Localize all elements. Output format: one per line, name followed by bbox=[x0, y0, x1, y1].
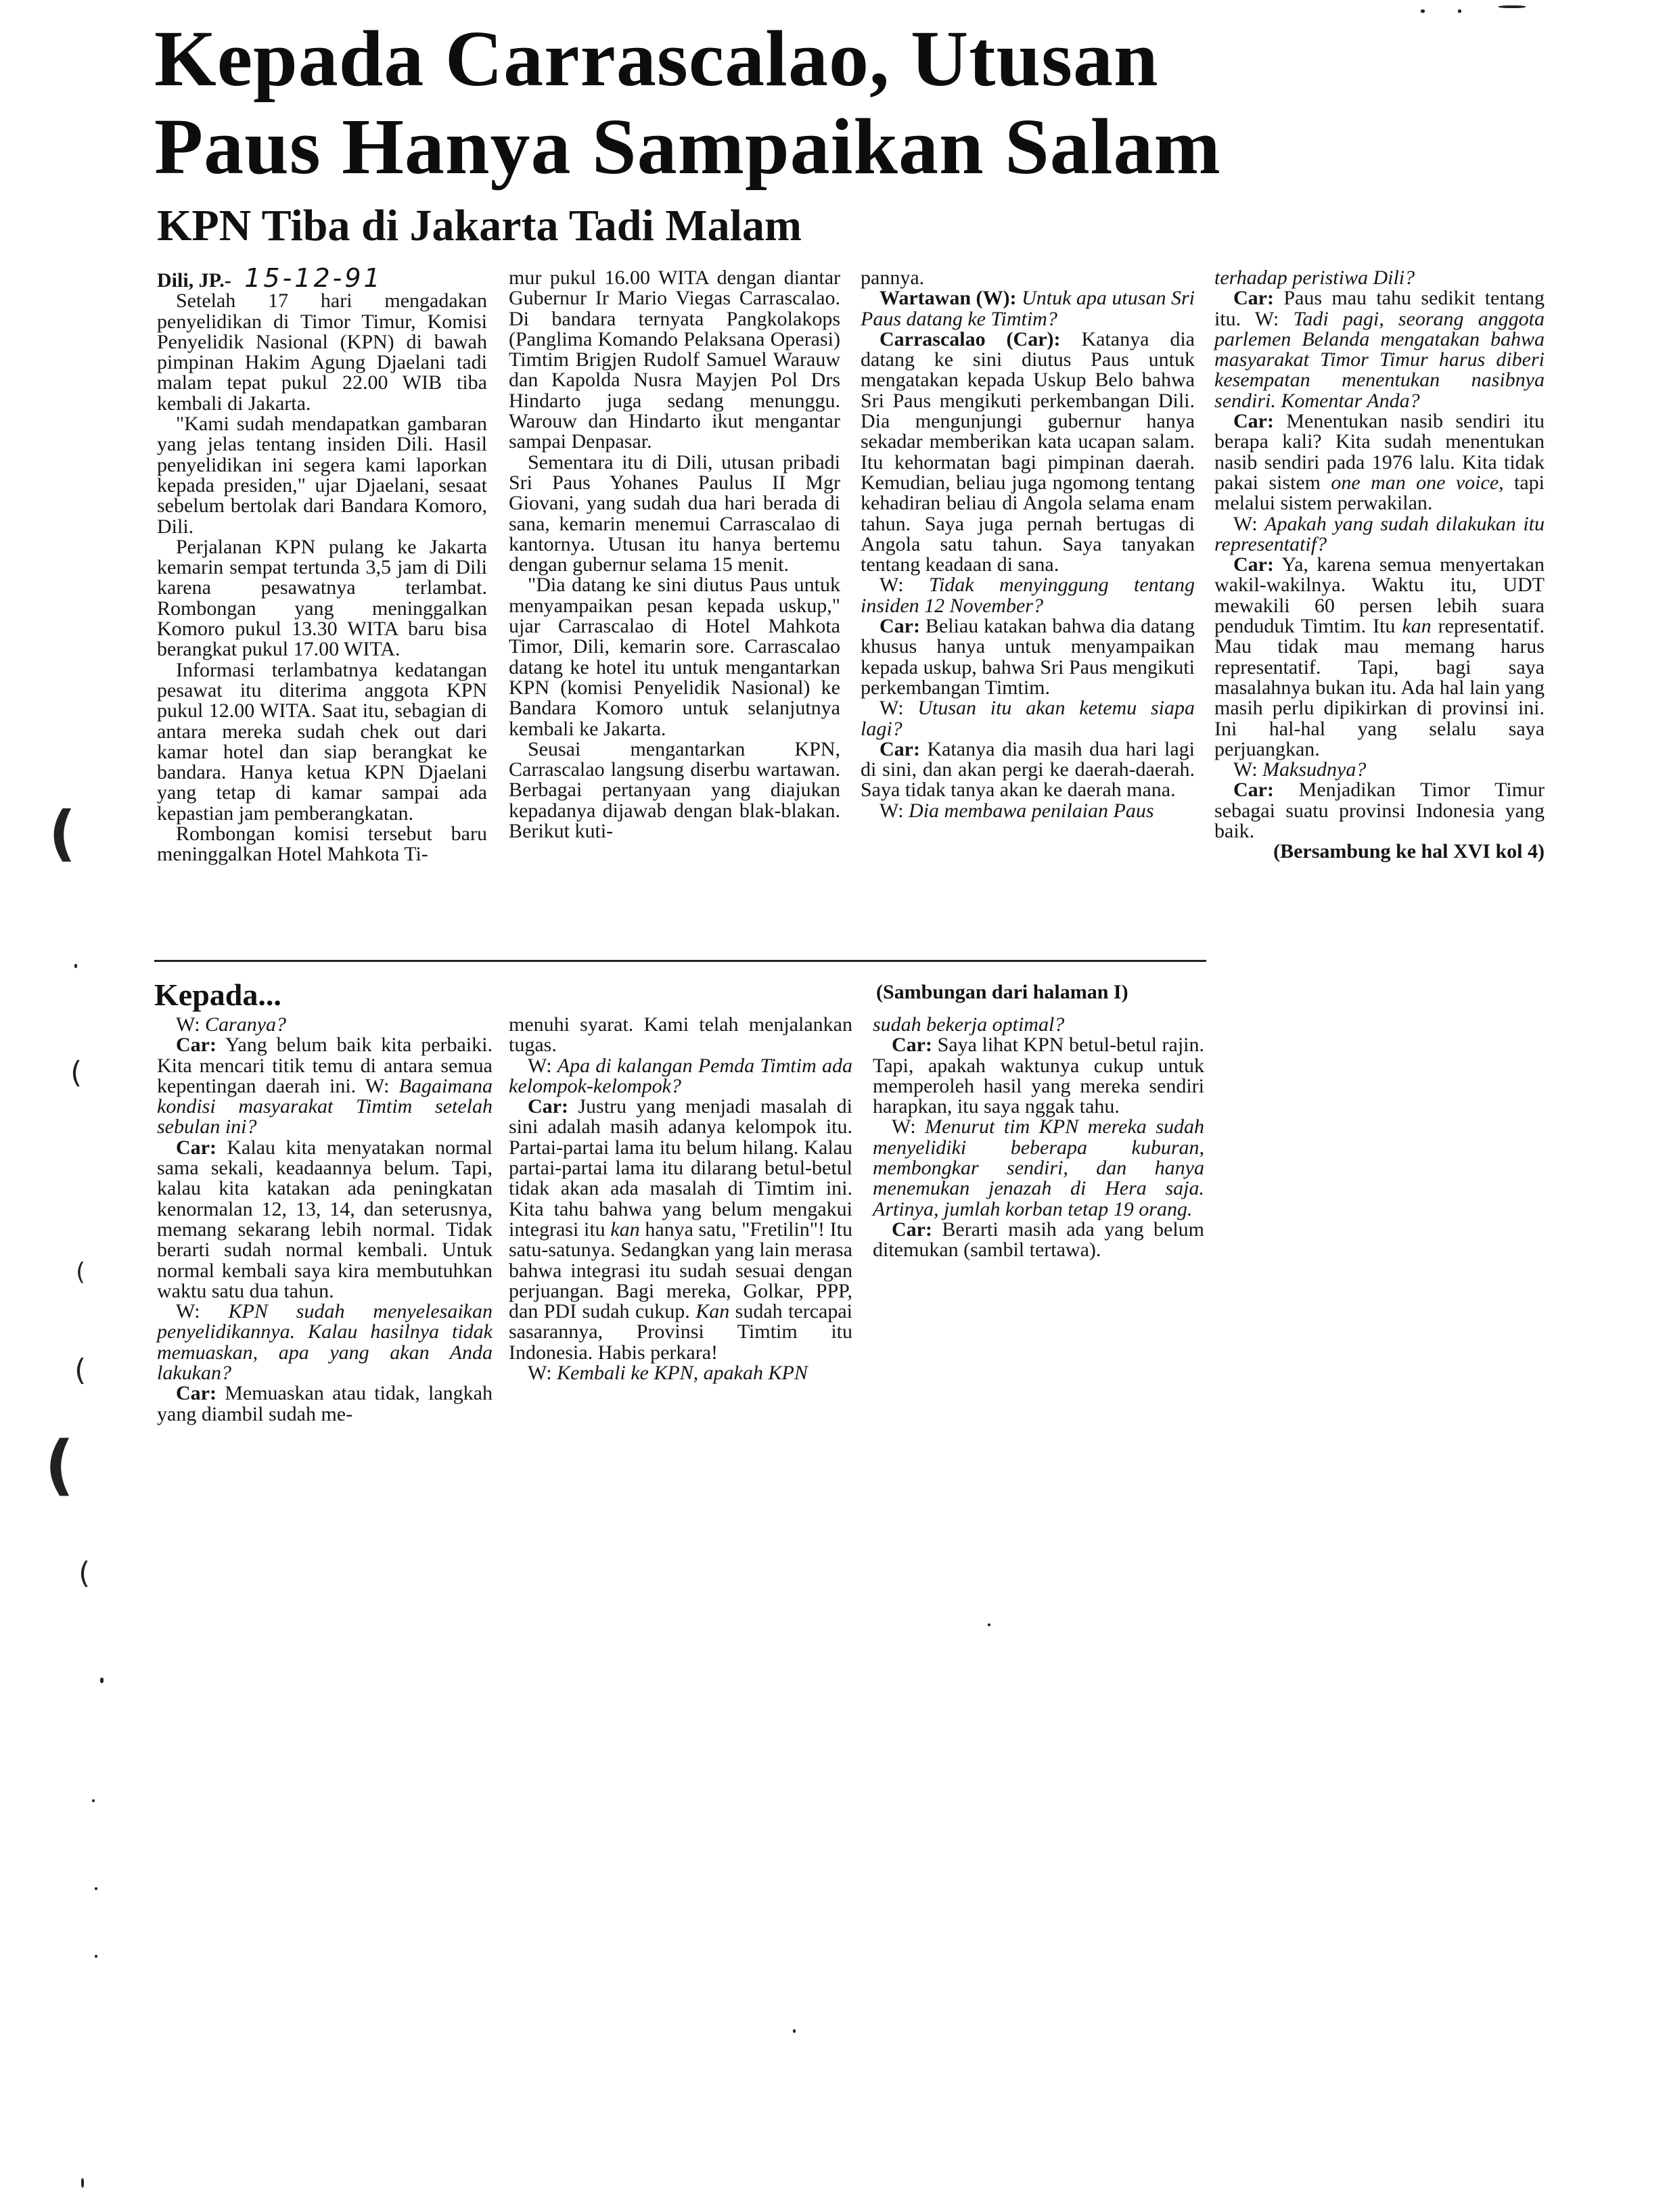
scan-speck bbox=[793, 2029, 796, 2033]
punch-hole-mark: ( bbox=[74, 1353, 87, 1387]
interview-question: W: Caranya? bbox=[176, 1013, 287, 1036]
paragraph: Sementara itu di Dili, utusan pribadi Sri Paus Yohanes Paulus II Mgr Giovani, yang sudah dua hari berada di sana, kemarin menemui Carrascalao di kantornya. Utusan itu hanya bertemu dengan gubernur selama 15 menit. bbox=[509, 451, 840, 576]
interview-answer: Car: Menjadikan Timor Timur sebagai suatu provinsi Indonesia yang baik. bbox=[1214, 779, 1545, 843]
continuation-column-1 bbox=[157, 1015, 493, 1425]
punch-hole-mark: ( bbox=[78, 1556, 91, 1590]
interview-answer: Car: Beliau katakan bahwa dia datang khusus hanya untuk menyampaikan kepada uskup, bahwa Sri Paus mengikuti perkembangan Timtim. bbox=[861, 615, 1195, 699]
interview-question: terhadap peristiwa Dili? bbox=[1214, 267, 1415, 289]
scan-speck bbox=[1458, 9, 1461, 13]
scan-speck bbox=[92, 1799, 95, 1802]
interview-answer: Car: Saya lihat KPN betul-betul rajin. Tapi, apakah waktunya cukup untuk memperoleh hasil yang mereka sendiri harapkan, itu saya nggak tahu. bbox=[873, 1034, 1205, 1118]
interview-question: W: Apakah yang sudah dilakukan itu representatif? bbox=[1214, 512, 1545, 555]
interview-question: W: Apa di kalangan Pemda Timtim ada kelompok-kelompok? bbox=[509, 1054, 853, 1097]
headline-line-1: Kepada Carrascalao, Utusan bbox=[154, 14, 1159, 103]
paragraph: "Dia datang ke sini diutus Paus untuk menyampaikan pesan kepada uskup," ujar Carrascalao di Hotel Mahkota Timor, Dili, kemarin sore. Carrascalao datang ke hotel itu untuk mengantarkan KPN (komisi Penyelidik Nasional) ke Bandara Komoro untuk selanjutnya kembali ke Jakarta. bbox=[509, 574, 840, 740]
paragraph: "Kami sudah mendapatkan gambaran yang jelas tentang insiden Dili. Hasil penyelidikan ini segera kami laporkan kepada presiden," ujar Djaelani, sesaat sebelum bertolak dari Bandara Komoro, Dili. bbox=[157, 413, 487, 538]
paragraph: Informasi terlambatnya kedatangan pesawat itu diterima anggota KPN pukul 12.00 WITA. Saat itu, sebagian di antara mereka sudah chek out dari kamar hotel dan siap berangkat ke bandara. Hanya ketua KPN Djaelani yang tetap di kamar sampai ada kepastian jam pemberangkatan. bbox=[157, 658, 487, 825]
interview-question: W: KPN sudah menyelesaikan penyelidikannya. Kalau hasilnya tidak memuaskan, apa yang akan Anda lakukan? bbox=[157, 1300, 493, 1385]
paragraph: Seusai mengantarkan KPN, Carrascalao langsung diserbu wartawan. Berbagai pertanyaan yang diajukan kepadanya dijawab dengan blak-blakan. Berikut kuti- bbox=[509, 737, 840, 843]
paragraph: Setelah 17 hari mengadakan penyelidikan di Timor Timur, Komisi Penyelidik Nasional (KPN) di bawah pimpinan Hakim Agung Djaelani tadi malam tepat pukul 22.00 WIB tiba kembali di Jakarta. bbox=[157, 290, 487, 415]
interview-answer: Car: Paus mau tahu sedikit tentang itu. W: Tadi pagi, seorang anggota parlemen Belanda mengatakan bahwa masyarakat Timor Timur harus diberi kesempatan menentukan nasibnya sendiri. Komentar Anda? bbox=[1214, 287, 1545, 412]
paragraph: Rombongan komisi tersebut baru meninggalkan Hotel Mahkota Ti- bbox=[157, 823, 487, 866]
paragraph: menuhi syarat. Kami telah menjalankan tugas. bbox=[509, 1013, 852, 1057]
interview-question: W: Maksudnya? bbox=[1233, 758, 1367, 781]
continued-notice: (Bersambung ke hal XVI kol 4) bbox=[1273, 840, 1545, 863]
interview-question: sudah bekerja optimal? bbox=[873, 1013, 1065, 1036]
scan-speck bbox=[988, 1623, 990, 1626]
continuation-title: Kepada... bbox=[154, 977, 281, 1012]
punch-hole-mark: ( bbox=[45, 1427, 74, 1503]
scan-speck bbox=[1499, 5, 1526, 8]
interview-answer: Car: Memuaskan atau tidak, langkah yang diambil sudah me- bbox=[157, 1382, 493, 1425]
punch-hole-mark: ( bbox=[70, 1055, 83, 1090]
handwritten-date: 15-12-91 bbox=[244, 263, 383, 293]
interview-answer: Car: Yang belum baik kita perbaiki. Kita mencari titik temu di antara semua kepentingan daerah ini. W: Bagaimana kondisi masyarakat Timtim setelah sebulan ini? bbox=[157, 1034, 493, 1138]
paragraph: pannya. bbox=[861, 267, 925, 289]
section-divider bbox=[154, 960, 1206, 962]
article-column-2 bbox=[509, 268, 840, 842]
article-column-3 bbox=[861, 268, 1195, 821]
scan-speck bbox=[81, 2178, 84, 2188]
article-column-1 bbox=[157, 263, 487, 866]
dateline: Dili, JP.- bbox=[157, 269, 231, 292]
interview-question: Wartawan (W): Untuk apa utusan Sri Paus datang ke Timtim? bbox=[861, 287, 1195, 330]
scan-speck bbox=[95, 1955, 97, 1958]
continuation-column-2 bbox=[509, 1015, 852, 1383]
scan-speck bbox=[100, 1678, 104, 1683]
interview-answer: Car: Katanya dia masih dua hari lagi di sini, dan akan pergi ke daerah-daerah. Saya tidak tanya akan ke daerah mana. bbox=[861, 737, 1195, 802]
headline-line-2: Paus Hanya Sampaikan Salam bbox=[154, 102, 1221, 191]
interview-question: W: Kembali ke KPN, apakah KPN bbox=[528, 1362, 808, 1385]
subheadline: KPN Tiba di Jakarta Tadi Malam bbox=[157, 201, 802, 250]
scan-speck bbox=[95, 1887, 97, 1890]
interview-answer: Car: Berarti masih ada yang belum ditemukan (sambil tertawa). bbox=[873, 1218, 1205, 1262]
interview-question: W: Menurut tim KPN mereka sudah menyelidiki beberapa kuburan, membongkar sendiri, dan hanya menemukan jenazah di Hera saja. Artinya, jumlah korban tetap 19 orang. bbox=[873, 1115, 1205, 1220]
article-column-4 bbox=[1214, 268, 1545, 862]
interview-answer: Car: Ya, karena semua menyertakan wakil-wakilnya. Waktu itu, UDT mewakili 60 persen lebih suara penduduk Timtim. Itu kan representatif. Mau tidak mau memang harus representatif. Tapi, bagi saya masalahnya bukan itu. Ada hal lain yang masih perlu dipikirkan di provinsi ini. Ini hal-hal yang selalu saya perjuangkan. bbox=[1214, 553, 1545, 760]
interview-question: W: Utusan itu akan ketemu siapa lagi? bbox=[861, 697, 1195, 740]
interview-answer: Carrascalao (Car): Katanya dia datang ke sini diutus Paus untuk mengatakan kepada Uskup Belo bahwa Sri Paus mengikuti perkembangan Dili. Dia mengunjungi gubernur hanya sekadar memberikan kata ucapan salam. Itu kehormatan bagi pimpinan daerah. Kemudian, beliau juga ngomong tentang kehadiran beliau di Angola selama enam tahun. Saya juga pernah bertugas di Angola satu tahun. Saya tanyakan tentang keadaan di sana. bbox=[861, 327, 1195, 576]
interview-answer: Car: Kalau kita menyatakan normal sama sekali, keadaannya belum. Tapi, kalau kita katakan ada peningkatan kenormalan 12, 13, 14, dan seterusnya, memang sekarang lebih normal. Tidak berarti sudah normal kembali. Untuk normal kembali saya kira membutuhkan waktu satu dua tahun. bbox=[157, 1136, 493, 1302]
punch-hole-mark: ( bbox=[49, 798, 76, 868]
interview-question: W: Dia membawa penilaian Paus bbox=[880, 799, 1154, 822]
continued-from-notice: (Sambungan dari halaman I) bbox=[876, 981, 1128, 1003]
punch-hole-mark: ( bbox=[76, 1258, 86, 1286]
interview-question: W: Tidak menyinggung tentang insiden 12 November? bbox=[861, 574, 1195, 617]
scan-speck bbox=[74, 964, 77, 968]
interview-answer: Car: Justru yang menjadi masalah di sini adalah masih adanya kelompok itu. Partai-partai lama itu belum hilang. Kalau partai-partai lama itu dilarang betul-betul tidak akan ada masalah di Timtim ini. Kita tahu bahwa yang belum mengakui integrasi itu kan hanya satu, "Fretilin"! Itu satu-satunya. Sedangkan yang lain merasa bahwa integrasi itu sudah sesuai dengan perjuangan. Bagi mereka, Golkar, PPP, dan PDI sudah cukup. Kan sudah tercapai sasarannya, Provinsi Timtim itu Indonesia. Habis perkara! bbox=[509, 1095, 853, 1364]
scan-speck bbox=[1421, 9, 1425, 13]
paragraph: Perjalanan KPN pulang ke Jakarta kemarin sempat tertunda 3,5 jam di Dili karena pesawatnya terlambat. Rombongan yang meninggalkan Komoro pukul 13.30 WITA baru bisa berangkat pukul 17.00 WITA. bbox=[157, 535, 487, 661]
paragraph: mur pukul 16.00 WITA dengan diantar Gubernur Ir Mario Viegas Carrascalao. Di bandara ternyata Pangkolakops (Panglima Komando Pelaksana Operasi) Timtim Brigjen Rudolf Samuel Warauw dan Kapolda Nusra Mayjen Pol Drs Hindarto juga sedang menunggu. Warouw dan Hindarto ikut mengantar sampai Denpasar. bbox=[509, 267, 840, 453]
continuation-column-3 bbox=[873, 1015, 1204, 1261]
interview-answer: Car: Menentukan nasib sendiri itu berapa kali? Kita sudah menentukan nasib sendiri pada 1976 lalu. Kita tidak pakai sistem one man one voice, tapi melalui sistem perwakilan. bbox=[1214, 410, 1545, 515]
